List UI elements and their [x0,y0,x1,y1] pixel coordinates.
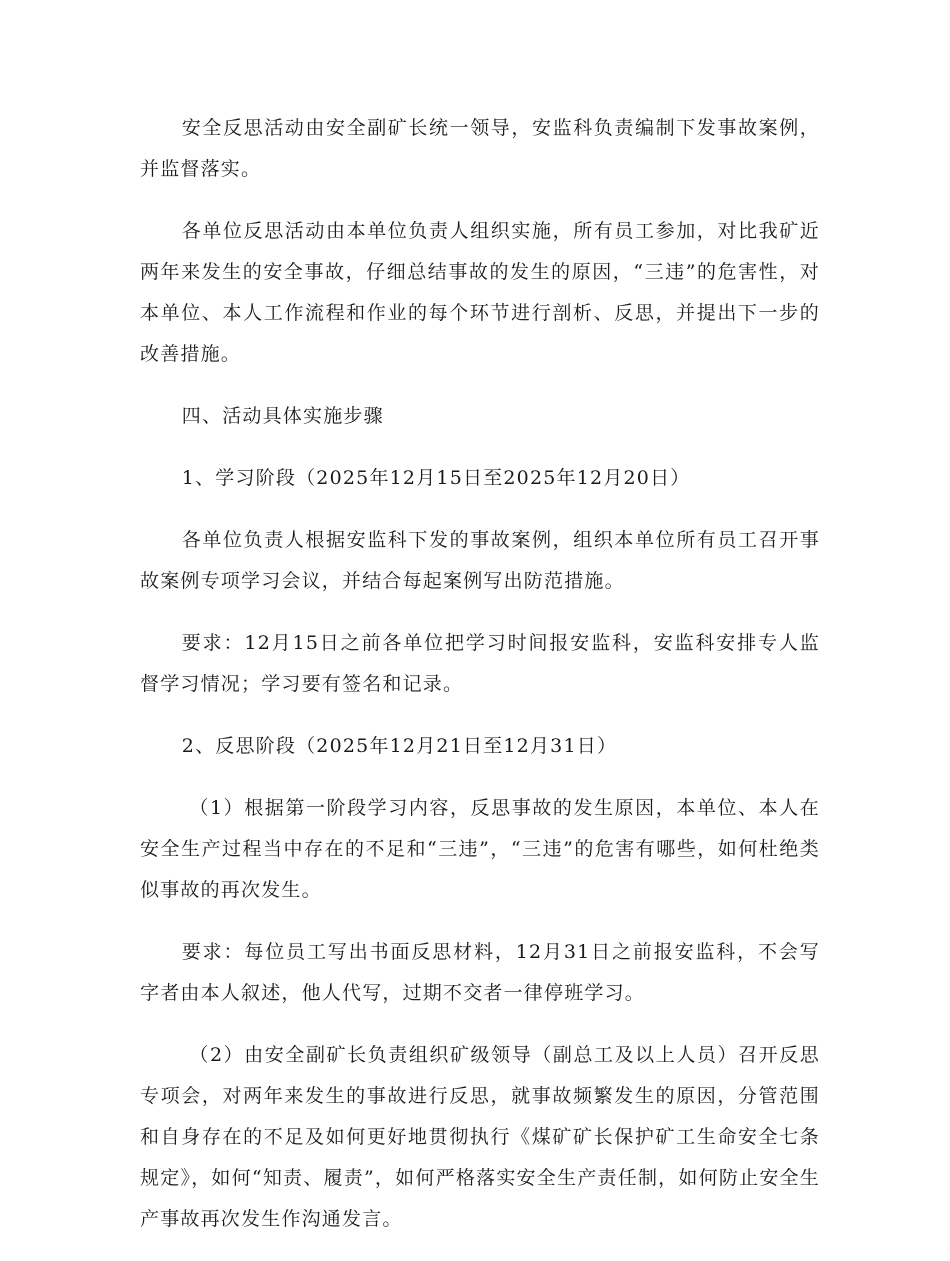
section-heading-steps: 四、活动具体实施步骤 [181,405,384,427]
document-body [140,108,820,1261]
paragraph-reflection-requirement: 要求：每位员工写出书面反思材料，12月31日之前报安监科，不会写字者由本人叙述，他人代写，过期不交者一律停班学习。 [140,941,820,1004]
step-2-heading: 2、反思阶段（2025年12月21日至12月31日） [181,735,618,757]
paragraph-study-meeting: 各单位负责人根据安监科下发的事故案例，组织本单位所有员工召开事故案例专项学习会议，并结合每起案例写出防范措施。 [140,529,820,592]
paragraph-study-requirement: 要求：12月15日之前各单位把学习时间报安监科，安监科安排专人监督学习情况；学习要有签名和记录。 [140,632,820,695]
paragraph-leadership: 安全反思活动由安全副矿长统一领导，安监科负责编制下发事故案例，并监督落实。 [140,117,820,180]
paragraph-reflection-item-1: （1）根据第一阶段学习内容，反思事故的发生原因，本单位、本人在安全生产过程当中存在的不足和“三违”，“三违”的危害有哪些，如何杜绝类似事故的再次发生。 [140,797,820,901]
paragraph-unit-reflection: 各单位反思活动由本单位负责人组织实施，所有员工参加，对比我矿近两年来发生的安全事故，仔细总结事故的发生的原因，“三违”的危害性，对本单位、本人工作流程和作业的每个环节进行剖析、反思，并提出下一步的改善措施。 [140,220,820,365]
step-1-heading: 1、学习阶段（2025年12月15日至2025年12月20日） [181,467,691,489]
paragraph-reflection-item-2: （2）由安全副矿长负责组织矿级领导（副总工及以上人员）召开反思专项会，对两年来发生的事故进行反思，就事故频繁发生的原因，分管范围和自身存在的不足及如何更好地贯彻执行《煤矿矿长保护矿工生命安全七条规定》，如何“知责、履责”，如何严格落实安全生产责任制，如何防止安全生产事故再次发生作沟通发言。 [140,1044,820,1230]
